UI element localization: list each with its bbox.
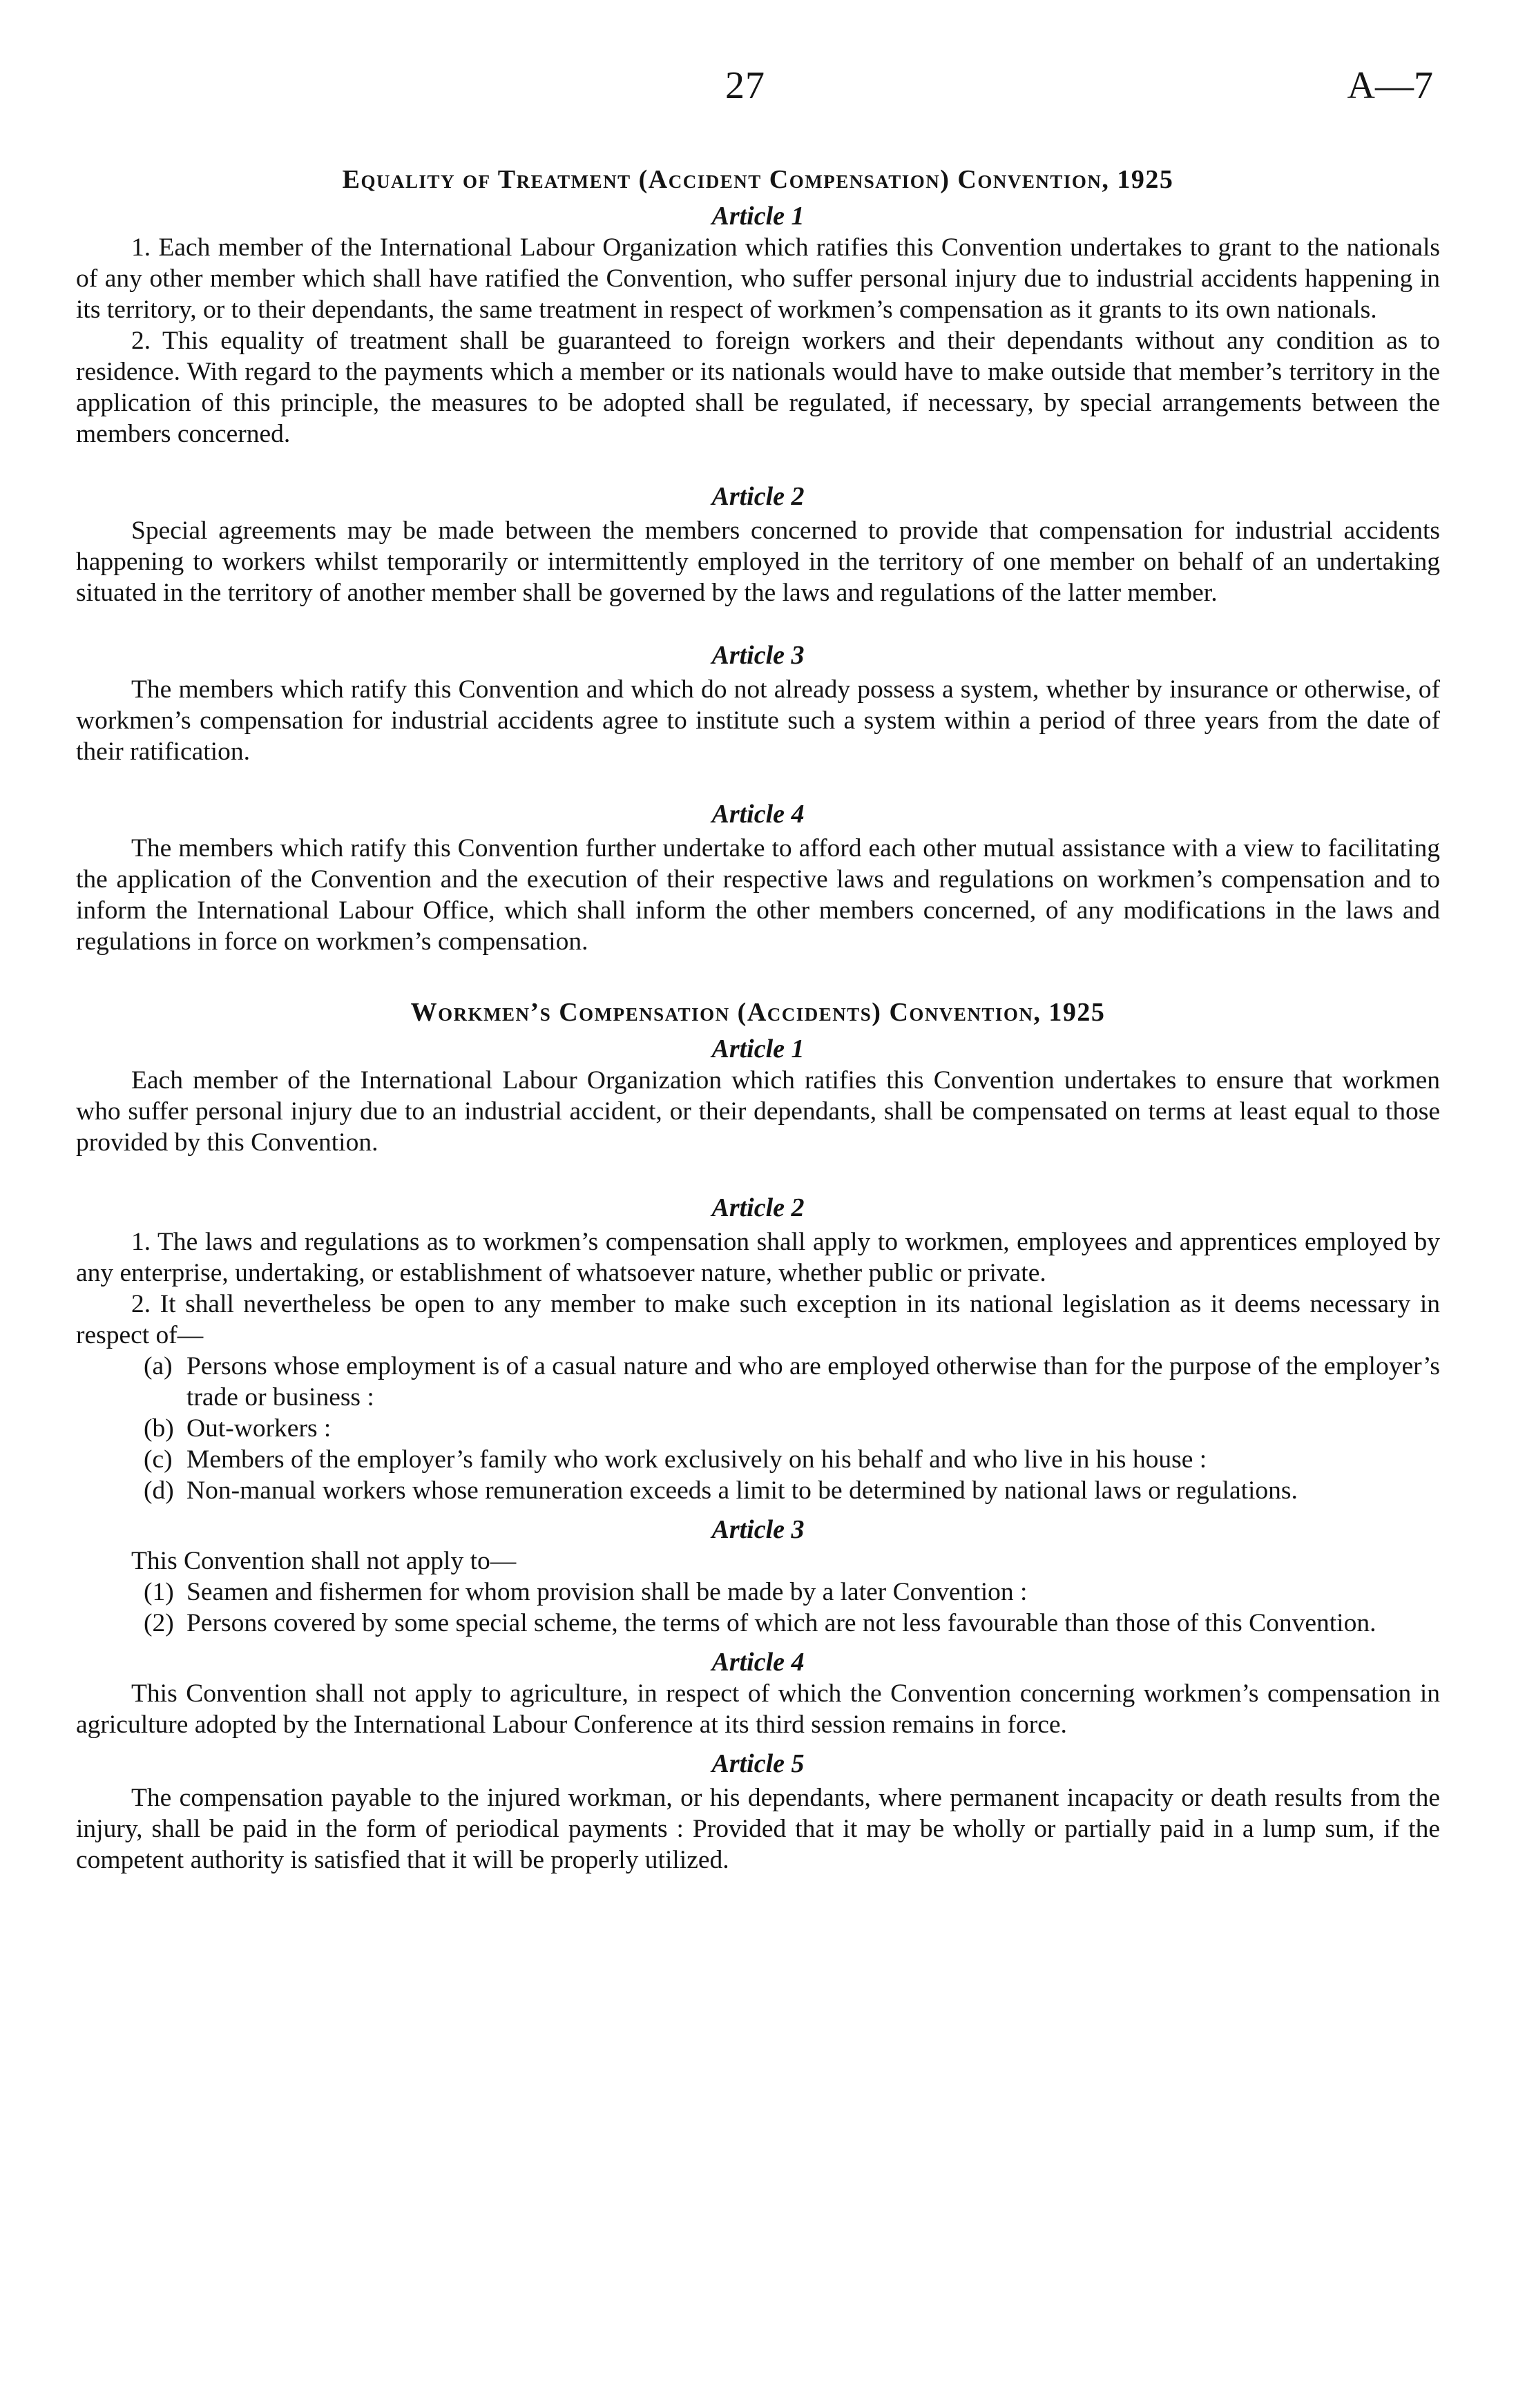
list-item-label: (a)	[144, 1352, 173, 1380]
list-item-text: Non-manual workers whose remuneration exceeds a limit to be determined by national laws or regulations.	[186, 1476, 1298, 1505]
convention-title: Workmen’s Compensation (Accidents) Convention, 1925	[410, 998, 1106, 1027]
article-heading: Article 3	[711, 1515, 805, 1544]
article-heading: Article 1	[711, 1034, 805, 1063]
article-paragraph: 1. Each member of the International Labour Organization which ratifies this Convention undertakes to grant to the nationals of any other member which shall have ratified the Convention, who suffer personal injury due to industrial accidents happening in its territory, or to their dependants, the same treatment in respect of workmen’s compensation as it grants to its own nationals.	[76, 233, 1440, 324]
list-item	[76, 1413, 1440, 1444]
convention-workmens-compensation	[76, 997, 1440, 1876]
list-item	[76, 1577, 1440, 1608]
series-reference: A—7	[1347, 64, 1433, 107]
article-paragraph: This Convention shall not apply to—	[131, 1547, 517, 1575]
article-paragraph: Special agreements may be made between the members concerned to provide that compensation for industrial accidents happening to workers whilst temporarily or intermittently employed in the territory of one member on behalf of an undertaking situated in the territory of another member shall be governed by the laws and regulations of the latter member.	[76, 517, 1440, 607]
convention-title: Equality of Treatment (Accident Compensation) Convention, 1925	[342, 165, 1174, 194]
list-item	[76, 1351, 1440, 1413]
article-heading: Article 4	[711, 1648, 805, 1677]
article-paragraph: The members which ratify this Convention and which do not already possess a system, whether by insurance or otherwise, of workmen’s compensation for industrial accidents agree to institute such a system within a period of three years from the date of their ratification.	[76, 675, 1440, 766]
article-paragraph: 1. The laws and regulations as to workmen’s compensation shall apply to workmen, employees and apprentices employed by any enterprise, undertaking, or establishment of whatsoever nature, whether public or private.	[76, 1228, 1440, 1287]
page-number: 27	[725, 64, 765, 107]
list-item-label: (1)	[144, 1578, 174, 1606]
article-paragraph: 2. This equality of treatment shall be guaranteed to foreign workers and their dependants without any condition as to residence. With regard to the payments which a member or its nationals would have to make outside that member’s territory in the application of this principle, the measures to be adopted shall be regulated, if necessary, by special arrangements between the members concerned.	[76, 327, 1440, 448]
exclusion-list	[76, 1577, 1440, 1639]
article-3	[76, 640, 1440, 767]
article-2	[76, 481, 1440, 608]
list-item	[76, 1608, 1440, 1639]
article-heading: Article 2	[711, 1193, 805, 1222]
list-item	[76, 1444, 1440, 1475]
article-5	[76, 1749, 1440, 1876]
article-paragraph: 2. It shall nevertheless be open to any member to make such exception in its national legislation as it deems necessary in respect of—	[76, 1290, 1440, 1349]
article-paragraph: This Convention shall not apply to agriculture, in respect of which the Convention concerning workmen’s compensation in agriculture adopted by the International Labour Conference at its third session remains in force.	[76, 1679, 1440, 1739]
article-heading: Article 5	[711, 1749, 805, 1778]
article-4	[76, 799, 1440, 957]
list-item-text: Out-workers :	[186, 1414, 332, 1443]
article-paragraph: Each member of the International Labour Organization which ratifies this Convention undertakes to ensure that workmen who suffer personal injury due to an industrial accident, or their dependants, shall be compensated on terms at least equal to those provided by this Convention.	[76, 1066, 1440, 1157]
article-3	[76, 1514, 1440, 1639]
article-4	[76, 1647, 1440, 1740]
article-heading: Article 3	[711, 641, 805, 670]
article-heading: Article 4	[711, 800, 805, 829]
article-heading: Article 1	[711, 202, 805, 231]
list-item-text: Members of the employer’s family who work exclusively on his behalf and who live in his house :	[186, 1445, 1207, 1474]
list-item-label: (c)	[144, 1445, 173, 1474]
article-paragraph: The compensation payable to the injured workman, or his dependants, where permanent incapacity or death results from the injury, shall be paid in the form of periodical payments : Provided that it may be wholly or partially paid in a lump sum, if the competent authority is satisfied that it will be properly utilized.	[76, 1784, 1440, 1874]
article-1	[76, 1034, 1440, 1158]
article-2	[76, 1193, 1440, 1506]
list-item-text: Persons whose employment is of a casual nature and who are employed otherwise than for the purpose of the employer’s trade or business :	[186, 1352, 1440, 1412]
convention-equality-of-treatment	[76, 164, 1440, 957]
article-1	[76, 201, 1440, 450]
list-item-label: (2)	[144, 1609, 174, 1637]
document-body	[76, 164, 1440, 1876]
list-item-label: (b)	[144, 1414, 174, 1443]
exception-list	[76, 1351, 1440, 1506]
article-heading: Article 2	[711, 482, 805, 511]
list-item-text: Seamen and fishermen for whom provision shall be made by a later Convention :	[186, 1578, 1028, 1606]
page-header	[0, 64, 1516, 119]
article-paragraph: The members which ratify this Convention further undertake to afford each other mutual assistance with a view to facilitating the application of the Convention and the execution of their respective laws and regulations on workmen’s compensation and to inform the International Labour Office, which shall inform the other members concerned, of any modifications in the laws and regulations in force on workmen’s compensation.	[76, 834, 1440, 956]
list-item	[76, 1475, 1440, 1506]
list-item-text: Persons covered by some special scheme, the terms of which are not less favourable than those of this Convention.	[186, 1609, 1376, 1637]
list-item-label: (d)	[144, 1476, 174, 1505]
